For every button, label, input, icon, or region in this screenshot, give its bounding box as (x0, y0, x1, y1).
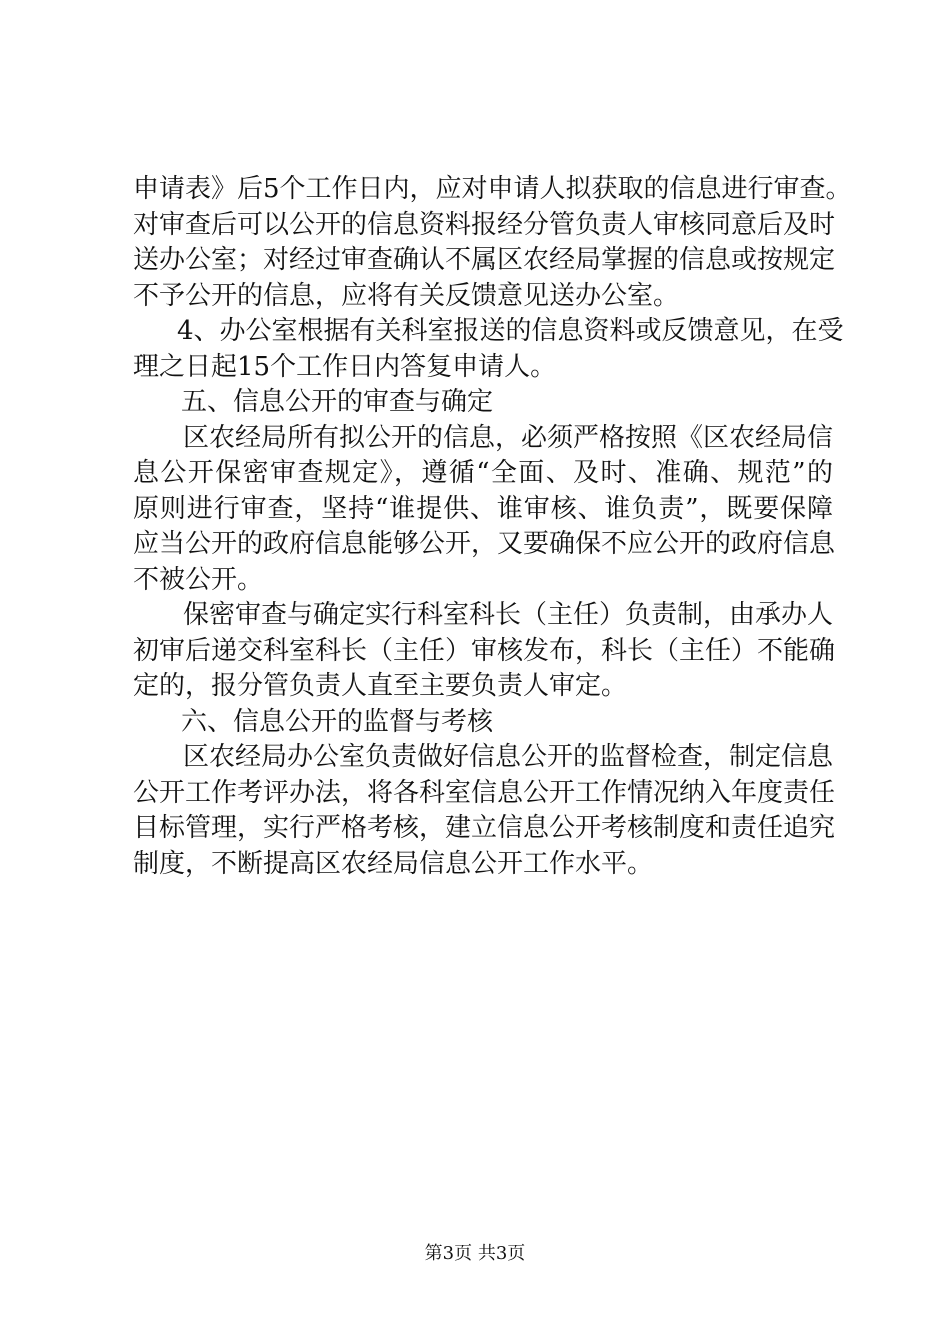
section-heading: 六、信息公开的监督与考核 (181, 706, 494, 737)
text-line: 申请表》后5个工作日内，应对申请人拟获取的信息进行审查。 (133, 174, 852, 204)
text-line: 公开工作考评办法，将各科室信息公开工作情况纳入年度责任 (133, 777, 836, 808)
text-line: 对审查后可以公开的信息资料报经分管负责人审核同意后及时 (133, 209, 836, 240)
text-line: 定的，报分管负责人直至主要负责人审定。 (133, 671, 628, 701)
text-line: 原则进行审查，坚持“谁提供、谁审核、谁负责”，既要保障 (133, 493, 833, 524)
text-line: 4、办公室根据有关科室报送的信息资料或反馈意见，在受 (177, 316, 844, 346)
text-line: 制度，不断提高区农经局信息公开工作水平。 (133, 848, 654, 879)
text-line: 息公开保密审查规定》，遵循“全面、及时、准确、规范”的 (133, 458, 833, 488)
page-footer: 第3页 共3页 (424, 1243, 526, 1264)
text-line: 不被公开。 (133, 564, 264, 595)
text-line: 区农经局办公室负责做好信息公开的监督检查，制定信息 (183, 742, 834, 772)
text-line: 区农经局所有拟公开的信息，必须严格按照《区农经局信 (183, 422, 834, 453)
text-line: 不予公开的信息，应将有关反馈意见送办公室。 (133, 280, 680, 311)
text-line: 目标管理，实行严格考核，建立信息公开考核制度和责任追究 (133, 813, 836, 843)
section-heading: 五、信息公开的审查与确定 (181, 387, 494, 417)
text-line: 理之日起15个工作日内答复申请人。 (133, 351, 557, 382)
text-line: 送办公室；对经过审查确认不属区农经局掌握的信息或按规定 (133, 245, 836, 275)
document-body (133, 172, 852, 882)
text-line: 初审后递交科室科长（主任）审核发布，科长（主任）不能确 (133, 635, 836, 666)
text-line: 保密审查与确定实行科室科长（主任）负责制，由承办人 (183, 600, 834, 630)
text-line: 应当公开的政府信息能够公开，又要确保不应公开的政府信息 (133, 529, 836, 559)
